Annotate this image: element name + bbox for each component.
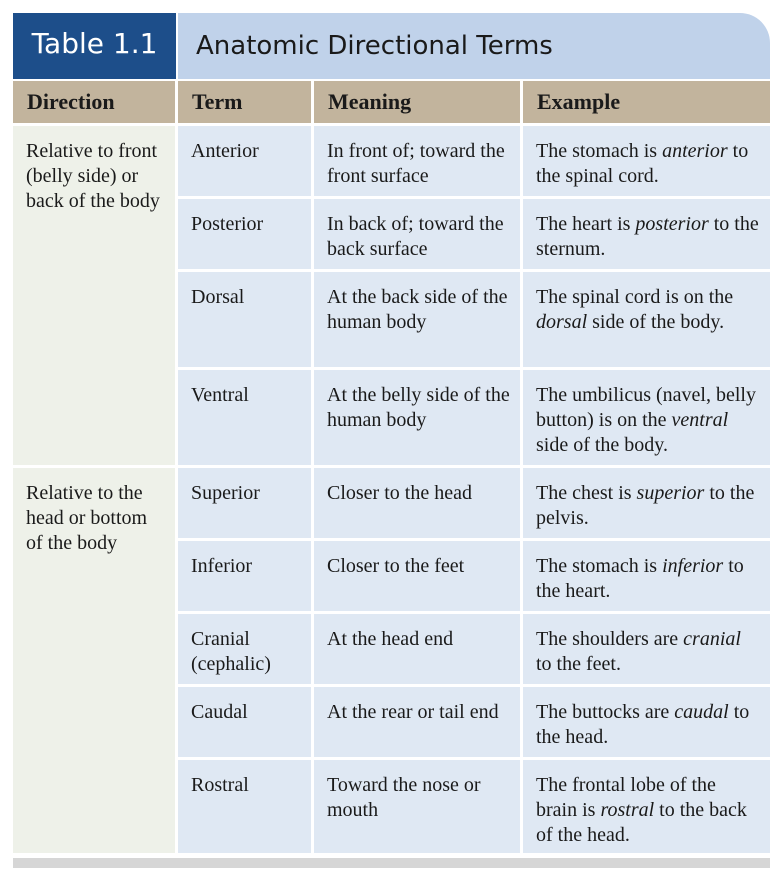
example-cell xyxy=(523,370,770,468)
meaning-cell: At the belly side of the human body xyxy=(314,370,523,468)
meaning-cell: In front of; toward the front surface xyxy=(314,126,523,199)
example-cell xyxy=(523,541,770,614)
example-text: side of the body. xyxy=(536,434,669,456)
example-text: to the spinal cord. xyxy=(536,140,749,187)
direction-cell: Relative to the head or bottom of the body xyxy=(13,468,178,856)
example-term: rostral xyxy=(600,799,655,821)
example-cell xyxy=(523,199,770,272)
table-bottom-rule xyxy=(13,858,770,868)
meaning-cell: Closer to the feet xyxy=(314,541,523,614)
example-text: The shoulders are xyxy=(536,628,684,650)
example-text: The spinal cord is on the xyxy=(536,286,734,308)
meaning-cell: At the head end xyxy=(314,614,523,687)
example-cell xyxy=(523,468,770,541)
header-direction: Direction xyxy=(13,81,178,126)
term-cell: Cranial (cephalic) xyxy=(178,614,314,687)
example-term: superior xyxy=(636,482,705,504)
example-term: caudal xyxy=(674,701,729,723)
example-term: cranial xyxy=(683,628,741,650)
table-row xyxy=(13,468,770,541)
example-text: to the heart. xyxy=(536,555,744,602)
header-term: Term xyxy=(178,81,314,126)
example-text: side of the body. xyxy=(587,311,725,333)
header-meaning: Meaning xyxy=(314,81,523,126)
term-cell: Inferior xyxy=(178,541,314,614)
table-number: Table 1.1 xyxy=(13,13,176,79)
term-cell: Anterior xyxy=(178,126,314,199)
example-cell xyxy=(523,614,770,687)
meaning-cell: Toward the nose or mouth xyxy=(314,760,523,856)
example-text: to the head. xyxy=(536,701,750,748)
example-text: The stomach is xyxy=(536,555,663,577)
table-row xyxy=(13,126,770,199)
example-term: inferior xyxy=(662,555,724,577)
example-term: posterior xyxy=(635,213,709,235)
example-cell xyxy=(523,760,770,856)
direction-cell: Relative to front (belly side) or back of the body xyxy=(13,126,178,468)
term-cell: Superior xyxy=(178,468,314,541)
meaning-cell: Closer to the head xyxy=(314,468,523,541)
term-cell: Caudal xyxy=(178,687,314,760)
example-text: The umbilicus (navel, belly button) is on the xyxy=(536,384,756,431)
term-cell: Posterior xyxy=(178,199,314,272)
example-text: to the sternum. xyxy=(536,213,759,260)
example-text: The heart is xyxy=(536,213,636,235)
term-cell: Ventral xyxy=(178,370,314,468)
meaning-cell: In back of; toward the back surface xyxy=(314,199,523,272)
example-term: dorsal xyxy=(536,311,588,333)
example-cell xyxy=(523,126,770,199)
example-text: The chest is xyxy=(536,482,637,504)
example-cell xyxy=(523,687,770,760)
example-term: ventral xyxy=(671,409,729,431)
meaning-cell: At the rear or tail end xyxy=(314,687,523,760)
term-cell: Rostral xyxy=(178,760,314,856)
header-example: Example xyxy=(523,81,770,126)
header-row xyxy=(13,81,770,126)
directional-terms-table xyxy=(13,81,770,856)
example-text: The stomach is xyxy=(536,140,663,162)
example-text: to the back of the head. xyxy=(536,799,747,846)
example-text: to the pelvis. xyxy=(536,482,755,529)
example-text: The buttocks are xyxy=(536,701,675,723)
example-text: to the feet. xyxy=(536,653,621,675)
meaning-cell: At the back side of the human body xyxy=(314,272,523,370)
table-title-bar xyxy=(13,13,770,79)
example-cell xyxy=(523,272,770,370)
example-text: The frontal lobe of the brain is xyxy=(536,774,716,821)
table-title: Anatomic Directional Terms xyxy=(178,13,770,79)
example-term: anterior xyxy=(662,140,728,162)
term-cell: Dorsal xyxy=(178,272,314,370)
